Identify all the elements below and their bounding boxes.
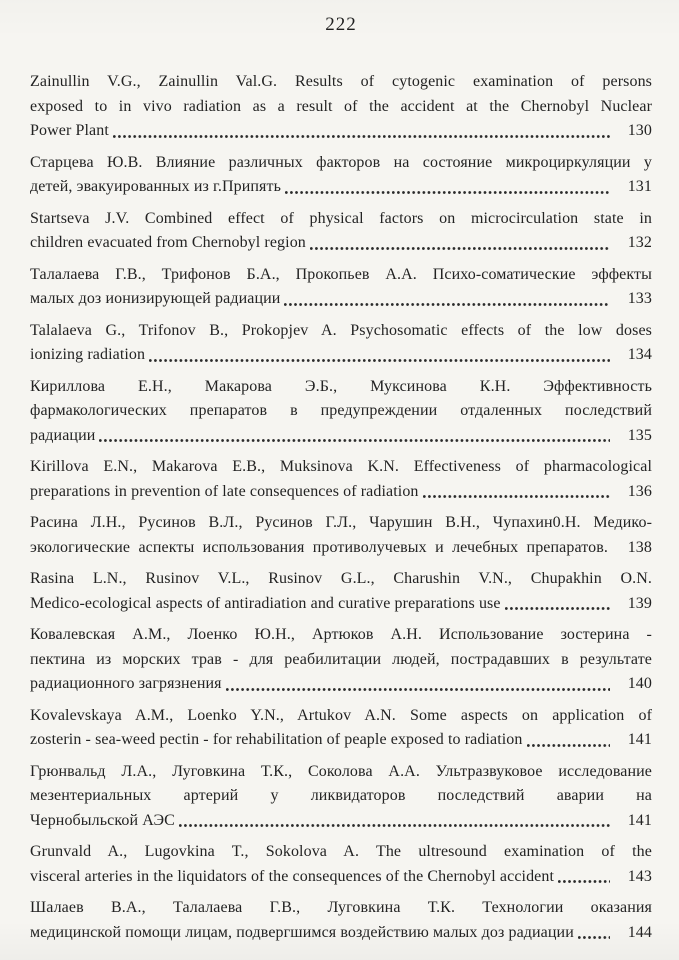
toc-entry-text: zosterin - sea-weed pectin - for rehabilitation of peaple exposed to radiation <box>30 731 523 748</box>
dot-leader <box>310 246 610 251</box>
toc-entry-text: радиации <box>30 426 96 444</box>
page-ref: 139 <box>627 594 652 612</box>
toc-entry-line: Zainullin V.G., Zainullin Val.G. Results of cytogenic examination of persons <box>30 73 652 90</box>
page-ref: 134 <box>627 346 652 363</box>
toc-entry-line: Startseva J.V. Combined effect of physical factors on microcirculation state in <box>30 209 652 227</box>
page-ref: 133 <box>627 290 652 307</box>
toc-entry <box>30 207 652 256</box>
toc-entry <box>30 623 652 697</box>
page-ref: 131 <box>627 178 652 195</box>
dot-leader <box>423 494 610 499</box>
toc-entry <box>30 319 652 368</box>
toc-entry-lastline <box>30 921 652 946</box>
toc-entry-text: Чернобыльской АЭС <box>30 811 175 829</box>
toc-entry-text: медицинской помощи лицам, подвергшимся воздействию малых доз радиации <box>30 923 574 941</box>
toc-entry <box>30 151 652 200</box>
page-ref: 141 <box>627 731 652 748</box>
page-ref: 136 <box>627 482 652 500</box>
toc-entry-lastline <box>30 592 652 617</box>
toc-entry-line: мезентериальных артерий у ликвидаторов последствий аварии на <box>30 787 652 804</box>
toc-entry <box>30 455 652 504</box>
toc-entry <box>30 704 652 753</box>
toc-entry-line: Kovalevskaya A.M., Loenko Y.N., Artukov A.N. Some aspects on application of <box>30 706 652 724</box>
dot-leader <box>610 550 614 555</box>
toc-entry-text: ionizing radiation <box>30 346 146 363</box>
toc-entry-line: Kirillova E.N., Makarova E.B., Muksinova K.N. Effectiveness of pharmacological <box>30 458 652 475</box>
toc-entry-text: children evacuated from Chernobyl region <box>30 234 306 251</box>
toc-entry-lastline <box>30 287 652 312</box>
toc-entry-line: exposed to in vivo radiation as a result of the accident at the Chernobyl Nuclear <box>30 97 652 115</box>
toc-entry-lastline <box>30 480 652 505</box>
dot-leader <box>113 134 610 139</box>
toc-entry <box>30 840 652 889</box>
toc-entry-text: детей, эвакуированных из г.Припять <box>30 178 282 195</box>
toc-entry-line: Talalaeva G., Trifonov B., Prokopjev A. Psychosomatic effects of the low doses <box>30 321 652 339</box>
dot-leader <box>284 302 610 307</box>
toc-entry-line: Расина Л.Н., Русинов В.Л., Русинов Г.Л., Чарушин В.Н., Чупахин0.Н. Медико- <box>30 514 652 531</box>
toc-entry <box>30 263 652 312</box>
page-ref: 130 <box>627 122 652 139</box>
toc-entry-line: фармакологических препаратов в предупреждении отдаленных последствий <box>30 402 652 419</box>
dot-leader <box>285 190 610 195</box>
toc-entry-line: Ковалевская А.М., Лоенко Ю.Н., Артюков А.Н. Использование зостерина - <box>30 626 652 643</box>
toc-entry-text: Power Plant <box>30 122 109 139</box>
toc-entry-lastline <box>30 424 652 449</box>
toc-entry-text: радиационного загрязнения <box>30 675 222 692</box>
toc-entry-lastline <box>30 119 652 144</box>
toc-entry-lastline <box>30 809 652 834</box>
toc-entry-lastline <box>30 343 652 368</box>
toc-entry <box>30 760 652 834</box>
page-ref: 138 <box>627 538 652 556</box>
dot-leader <box>558 879 610 884</box>
dot-leader <box>99 438 610 443</box>
toc-entry-lastline <box>30 175 652 200</box>
page-ref: 140 <box>627 675 652 692</box>
toc-entry-line: Rasina L.N., Rusinov V.L., Rusinov G.L., Charushin V.N., Chupakhin O.N. <box>30 570 652 587</box>
page-ref: 132 <box>627 234 652 251</box>
toc-entry <box>30 896 652 945</box>
toc-entry-line: Старцева Ю.В. Влияние различных факторов на состояние микроциркуляции у <box>30 153 652 171</box>
toc-entry-line: Шалаев В.А., Талалаева Г.В., Луговкина Т.К. Технологии оказания <box>30 899 652 916</box>
dot-leader <box>505 606 610 611</box>
toc-entry-line: Талалаева Г.В., Трифонов Б.А., Прокопьев А.А. Психо-соматические эффекты <box>30 265 652 283</box>
dot-leader <box>527 743 611 748</box>
page-number: 222 <box>325 14 357 35</box>
toc-entry-line: пектина из морских трав - для реабилитации людей, пострадавших в результате <box>30 650 652 668</box>
toc-entry-lastline <box>30 865 652 890</box>
toc-entry-text: preparations in prevention of late consequences of radiation <box>30 482 419 500</box>
page-ref: 143 <box>627 867 652 885</box>
dot-leader <box>226 687 610 692</box>
dot-leader <box>149 358 610 363</box>
toc-entry-text: Medico-ecological aspects of antiradiation and curative preparations use <box>30 594 501 612</box>
toc-entry-lastline <box>30 672 652 697</box>
toc-entry-line: Грюнвальд Л.А., Луговкина Т.К., Соколова А.А. Ультразвуковое исследование <box>30 762 652 780</box>
toc-entry-text: экологические аспекты использования противолучевых и лечебных препаратов. <box>30 538 608 556</box>
toc-entry <box>30 511 652 560</box>
toc-entry <box>30 375 652 449</box>
toc-entry-text: visceral arteries in the liquidators of the consequences of the Chernobyl accident <box>30 867 555 885</box>
toc-entry-lastline <box>30 536 652 561</box>
page-ref: 144 <box>627 923 652 941</box>
toc-entry-line: Grunvald A., Lugovkina T., Sokolova A. The ultresound examination of the <box>30 843 652 860</box>
page-ref: 141 <box>627 811 652 829</box>
toc-entry-text: малых доз ионизирующей радиации <box>30 290 281 307</box>
toc-entry-lastline <box>30 231 652 256</box>
toc-entry-lastline <box>30 728 652 753</box>
toc-entry <box>30 567 652 616</box>
page-ref: 135 <box>627 426 652 444</box>
dot-leader <box>179 823 610 828</box>
toc-entry <box>30 70 652 144</box>
dot-leader <box>578 935 610 940</box>
toc-entry-line: Кириллова Е.Н., Макарова Э.Б., Муксинова К.Н. Эффективность <box>30 377 652 395</box>
